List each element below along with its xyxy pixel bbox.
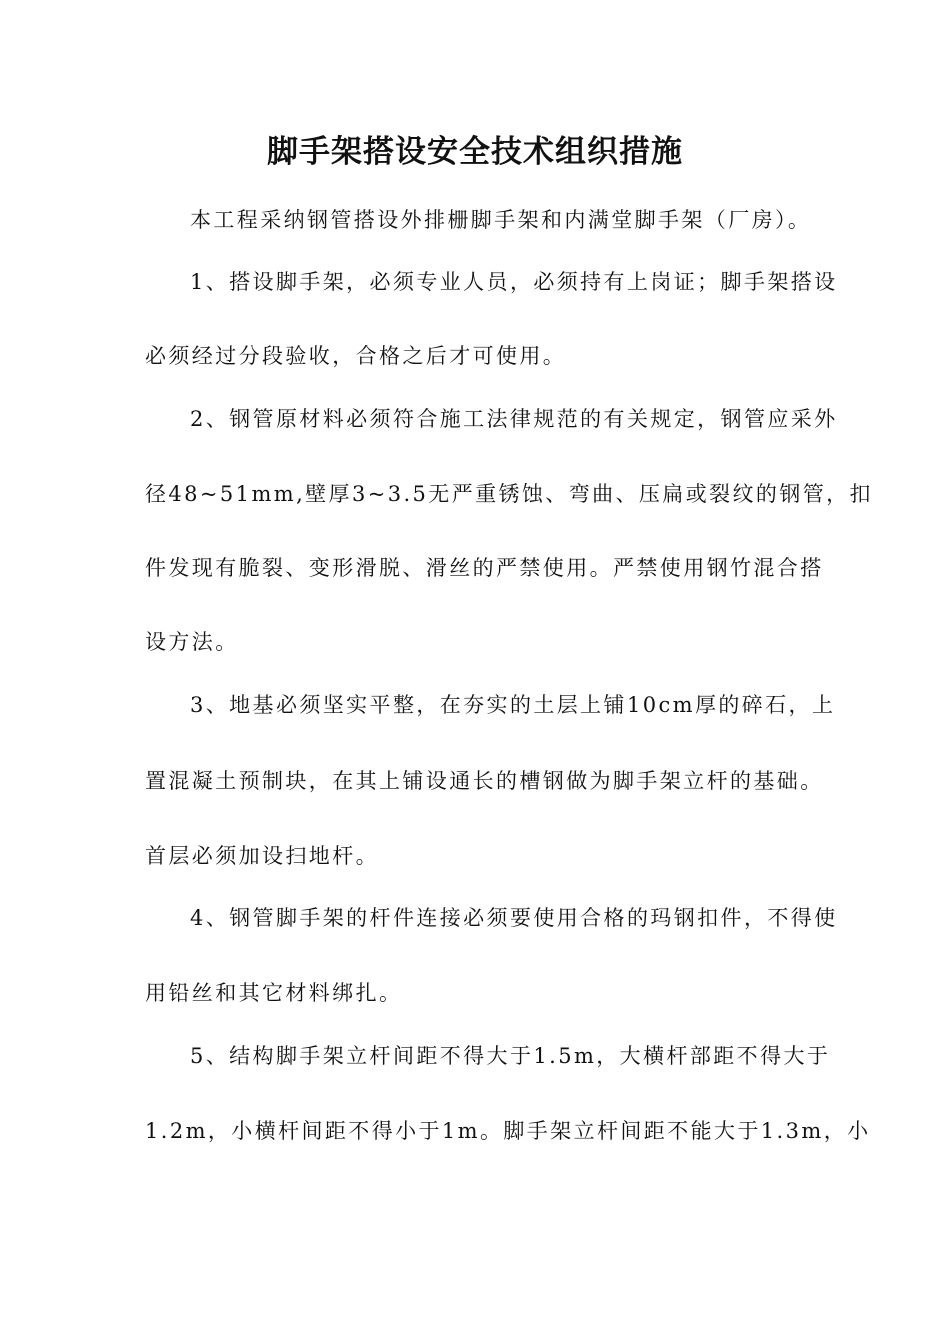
- paragraph-3-line-1: 3、地基必须坚实平整，在夯实的土层上铺10cm厚的碎石，上: [190, 693, 836, 717]
- paragraph-2-line-1: 2、钢管原材料必须符合施工法律规范的有关规定，钢管应采外: [190, 407, 838, 431]
- paragraph-1-line-2: 必须经过分段验收，合格之后才可使用。: [145, 344, 567, 368]
- paragraph-2-line-4: 设方法。: [145, 630, 239, 654]
- paragraph-3-line-2: 置混凝土预制块，在其上铺设通长的槽钢做为脚手架立杆的基础。: [145, 769, 824, 793]
- paragraph-4-line-2: 用铅丝和其它材料绑扎。: [145, 981, 403, 1005]
- document-title: 脚手架搭设安全技术组织措施: [267, 134, 683, 170]
- paragraph-5-line-1: 5、结构脚手架立杆间距不得大于1.5m，大横杆部距不得大于: [190, 1044, 831, 1068]
- paragraph-4-line-1: 4、钢管脚手架的杆件连接必须要使用合格的玛钢扣件，不得使: [190, 906, 838, 930]
- paragraph-intro-line-1: 本工程采纳钢管搭设外排栅脚手架和内满堂脚手架（厂房）。: [190, 208, 812, 232]
- paragraph-1-line-1: 1、搭设脚手架，必须专业人员，必须持有上岗证；脚手架搭设: [190, 270, 838, 294]
- paragraph-2-line-3: 件发现有脆裂、变形滑脱、滑丝的严禁使用。严禁使用钢竹混合搭: [145, 556, 824, 580]
- paragraph-2-line-2: 径48~51mm,壁厚3~3.5无严重锈蚀、弯曲、压扁或裂纹的钢管，扣: [145, 482, 873, 506]
- paragraph-3-line-3: 首层必须加设扫地杆。: [145, 844, 379, 868]
- paragraph-5-line-2: 1.2m，小横杆间距不得小于1m。脚手架立杆间距不能大于1.3m，小: [145, 1119, 871, 1143]
